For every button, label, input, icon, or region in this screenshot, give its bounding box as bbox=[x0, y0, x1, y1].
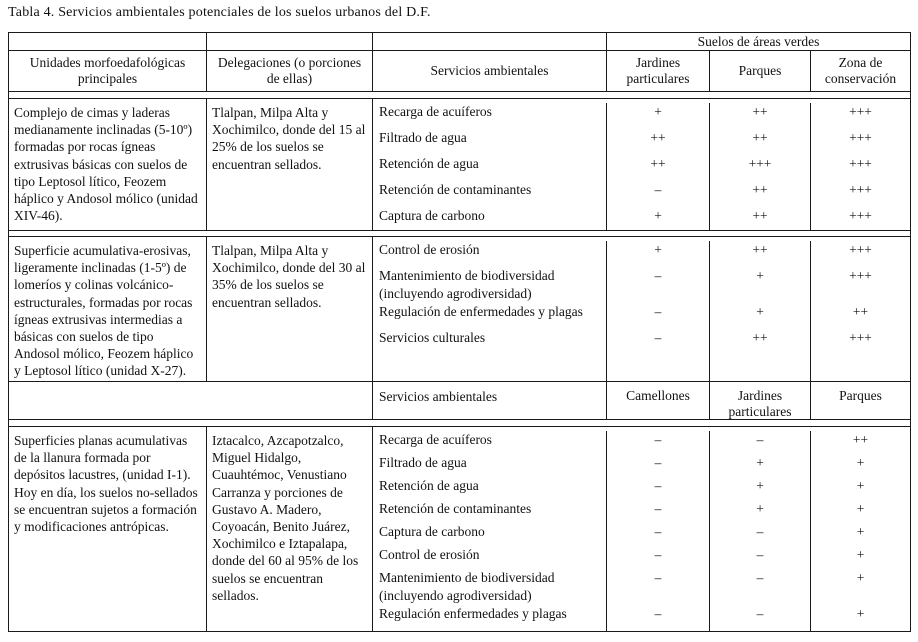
value-jardines: + bbox=[709, 500, 810, 523]
service-name: Captura de carbono bbox=[379, 524, 485, 539]
column-header-zona: Zona de conservación bbox=[810, 51, 910, 91]
service-name: Servicios culturales bbox=[379, 330, 486, 345]
service-name: Control de erosión bbox=[379, 242, 480, 257]
value-zona: +++ bbox=[810, 129, 910, 155]
table-block-1 bbox=[9, 98, 910, 231]
service-name: Filtrado de agua bbox=[379, 455, 467, 470]
unit-cell bbox=[9, 427, 206, 631]
mid-header-camellones: Camellones bbox=[606, 382, 709, 420]
service-name: Captura de carbono bbox=[379, 208, 485, 223]
delegations-cell bbox=[206, 237, 372, 381]
service-row bbox=[373, 241, 910, 267]
service-row bbox=[373, 500, 910, 523]
service-row bbox=[373, 523, 910, 546]
value-parques: + bbox=[810, 523, 910, 546]
value-jardines: – bbox=[606, 181, 709, 207]
value-jardines: + bbox=[606, 103, 709, 129]
column-header-jardines: Jardines particulares bbox=[606, 51, 709, 91]
value-jardines: + bbox=[709, 454, 810, 477]
value-parques: +++ bbox=[709, 155, 810, 181]
value-zona: +++ bbox=[810, 155, 910, 181]
column-header-row bbox=[9, 51, 910, 92]
mid-header-grid bbox=[373, 382, 910, 419]
service-row bbox=[373, 303, 910, 329]
value-parques: + bbox=[810, 546, 910, 569]
service-row bbox=[373, 477, 910, 500]
service-row bbox=[373, 207, 910, 231]
service-row bbox=[373, 454, 910, 477]
column-header-unidades: Unidades morfoedafológicas principales bbox=[29, 55, 186, 86]
value-camellones: – bbox=[606, 477, 709, 500]
value-parques: ++ bbox=[709, 181, 810, 207]
value-camellones: – bbox=[606, 605, 709, 628]
unit-text: Superficies planas acumulativas de la llanura formada por depósitos lacustres, (unidad I-1). Hoy en día, los suelos no-sellados se encuentran sujetos a formación y modificaciones antrópicas. bbox=[14, 433, 198, 535]
service-row bbox=[373, 267, 910, 303]
column-header-parques: Parques bbox=[709, 51, 810, 91]
mid-header-right bbox=[372, 382, 910, 419]
service-name: Regulación de enfermedades y plagas bbox=[379, 304, 583, 319]
value-jardines: – bbox=[709, 523, 810, 546]
column-header-servicios: Servicios ambientales bbox=[430, 63, 549, 78]
service-name: Retención de contaminantes bbox=[379, 182, 532, 197]
column-header-right bbox=[372, 51, 910, 91]
group-header-right bbox=[372, 33, 910, 50]
empty-header-cell bbox=[373, 33, 606, 50]
delegations-text: Tlalpan, Milpa Alta y Xochimilco, donde del 30 al 35% de los suelos se encuentran sellados. bbox=[212, 243, 366, 310]
service-row bbox=[373, 103, 910, 129]
value-jardines: – bbox=[709, 431, 810, 454]
value-camellones: – bbox=[606, 500, 709, 523]
table-block-3 bbox=[9, 426, 910, 632]
delegations-text: Iztacalco, Azcapotzalco, Miguel Hidalgo, Cuauhtémoc, Venustiano Carranza y porciones de Gustavo A. Madero, Coyoacán, Benito Juárez, Xochimilco e Iztapalapa, donde del 60 al 95% de los suelos se encuentran sellados. bbox=[212, 433, 359, 603]
service-row bbox=[373, 569, 910, 605]
value-parques: ++ bbox=[709, 329, 810, 355]
value-parques: ++ bbox=[709, 241, 810, 267]
value-jardines: ++ bbox=[606, 129, 709, 155]
value-camellones: – bbox=[606, 569, 709, 605]
service-name: Control de erosión bbox=[379, 547, 480, 562]
mid-header-row bbox=[9, 382, 910, 420]
unit-text: Superficie acumulativa-erosivas, ligeramente inclinadas (1-5º) de lomeríos y colinas volcánico-estructurales, formadas por rocas ígneas extrusivas intermedias a básicas con suelos de tipo Andosol mólico, Feozem háplico y Leptosol lítico (unidad X-27). bbox=[14, 243, 194, 379]
value-camellones: – bbox=[606, 431, 709, 454]
unit-cell bbox=[9, 237, 206, 381]
service-row bbox=[373, 155, 910, 181]
service-name: Recarga de acuíferos bbox=[379, 432, 492, 447]
value-camellones: – bbox=[606, 523, 709, 546]
value-zona: +++ bbox=[810, 181, 910, 207]
service-row bbox=[373, 329, 910, 355]
delegations-cell bbox=[206, 427, 372, 631]
column-header-delegaciones: Delegaciones (o porciones de ellas) bbox=[206, 51, 372, 91]
unit-cell bbox=[9, 99, 206, 230]
value-jardines: + bbox=[606, 241, 709, 267]
page-title: Tabla 4. Servicios ambientales potenciales de los suelos urbanos del D.F. bbox=[8, 5, 431, 20]
group-header-cell: Suelos de áreas verdes bbox=[606, 33, 910, 50]
services-area bbox=[372, 427, 910, 631]
empty-header-cell bbox=[206, 33, 372, 50]
service-name: Recarga de acuíferos bbox=[379, 104, 492, 119]
value-camellones: – bbox=[606, 454, 709, 477]
delegations-text: Tlalpan, Milpa Alta y Xochimilco, donde del 15 al 25% de los suelos se encuentran sellados. bbox=[212, 105, 366, 172]
value-jardines: + bbox=[709, 477, 810, 500]
filler-row bbox=[373, 355, 910, 381]
value-parques: + bbox=[810, 569, 910, 605]
value-parques: + bbox=[709, 303, 810, 329]
value-parques: + bbox=[810, 605, 910, 628]
service-row bbox=[373, 605, 910, 628]
value-parques: + bbox=[709, 267, 810, 303]
table-block-2 bbox=[9, 236, 910, 382]
service-name: Retención de agua bbox=[379, 478, 479, 493]
value-zona: +++ bbox=[810, 241, 910, 267]
data-table bbox=[8, 32, 911, 632]
mid-header-servicios: Servicios ambientales bbox=[379, 389, 498, 404]
service-name: Retención de agua bbox=[379, 156, 479, 171]
value-jardines: – bbox=[709, 546, 810, 569]
value-parques: + bbox=[810, 454, 910, 477]
value-jardines: – bbox=[709, 569, 810, 605]
value-jardines: – bbox=[606, 329, 709, 355]
service-name: Regulación enfermedades y plagas bbox=[379, 606, 567, 621]
value-parques: ++ bbox=[810, 431, 910, 454]
service-row bbox=[373, 129, 910, 155]
value-camellones: – bbox=[606, 546, 709, 569]
filler-row bbox=[373, 628, 910, 631]
value-jardines: – bbox=[606, 303, 709, 329]
group-header-row bbox=[9, 32, 910, 51]
value-parques: ++ bbox=[709, 129, 810, 155]
service-name: Mantenimiento de biodiversidad (incluyendo agrodiversidad) bbox=[379, 570, 555, 603]
unit-text: Complejo de cimas y laderas medianamente inclinadas (5-10º) formadas por rocas ígneas extrusivas básicas con suelos de tipo Leptosol lítico, Feozem háplico y Andosol mólico (unidad XIV-46). bbox=[14, 105, 198, 224]
service-name: Mantenimiento de biodiversidad (incluyendo agrodiversidad) bbox=[379, 268, 555, 301]
delegations-cell bbox=[206, 99, 372, 230]
value-zona: +++ bbox=[810, 267, 910, 303]
services-area bbox=[372, 99, 910, 230]
value-jardines: – bbox=[709, 605, 810, 628]
column-header-grid bbox=[373, 51, 910, 91]
value-parques: + bbox=[810, 500, 910, 523]
empty-merged-cell bbox=[9, 382, 372, 419]
value-jardines: ++ bbox=[606, 155, 709, 181]
service-name: Filtrado de agua bbox=[379, 130, 467, 145]
service-row bbox=[373, 546, 910, 569]
mid-header-parques: Parques bbox=[810, 382, 910, 420]
services-area bbox=[372, 237, 910, 381]
empty-header-cell bbox=[9, 33, 206, 50]
value-zona: +++ bbox=[810, 329, 910, 355]
service-row bbox=[373, 431, 910, 454]
service-row bbox=[373, 181, 910, 207]
value-jardines: + bbox=[606, 207, 709, 231]
mid-header-jardines: Jardines particulares bbox=[709, 382, 810, 420]
value-parques: ++ bbox=[709, 207, 810, 231]
value-zona: ++ bbox=[810, 303, 910, 329]
value-zona: +++ bbox=[810, 103, 910, 129]
service-name: Retención de contaminantes bbox=[379, 501, 532, 516]
value-parques: ++ bbox=[709, 103, 810, 129]
value-parques: + bbox=[810, 477, 910, 500]
value-zona: +++ bbox=[810, 207, 910, 231]
value-jardines: – bbox=[606, 267, 709, 303]
